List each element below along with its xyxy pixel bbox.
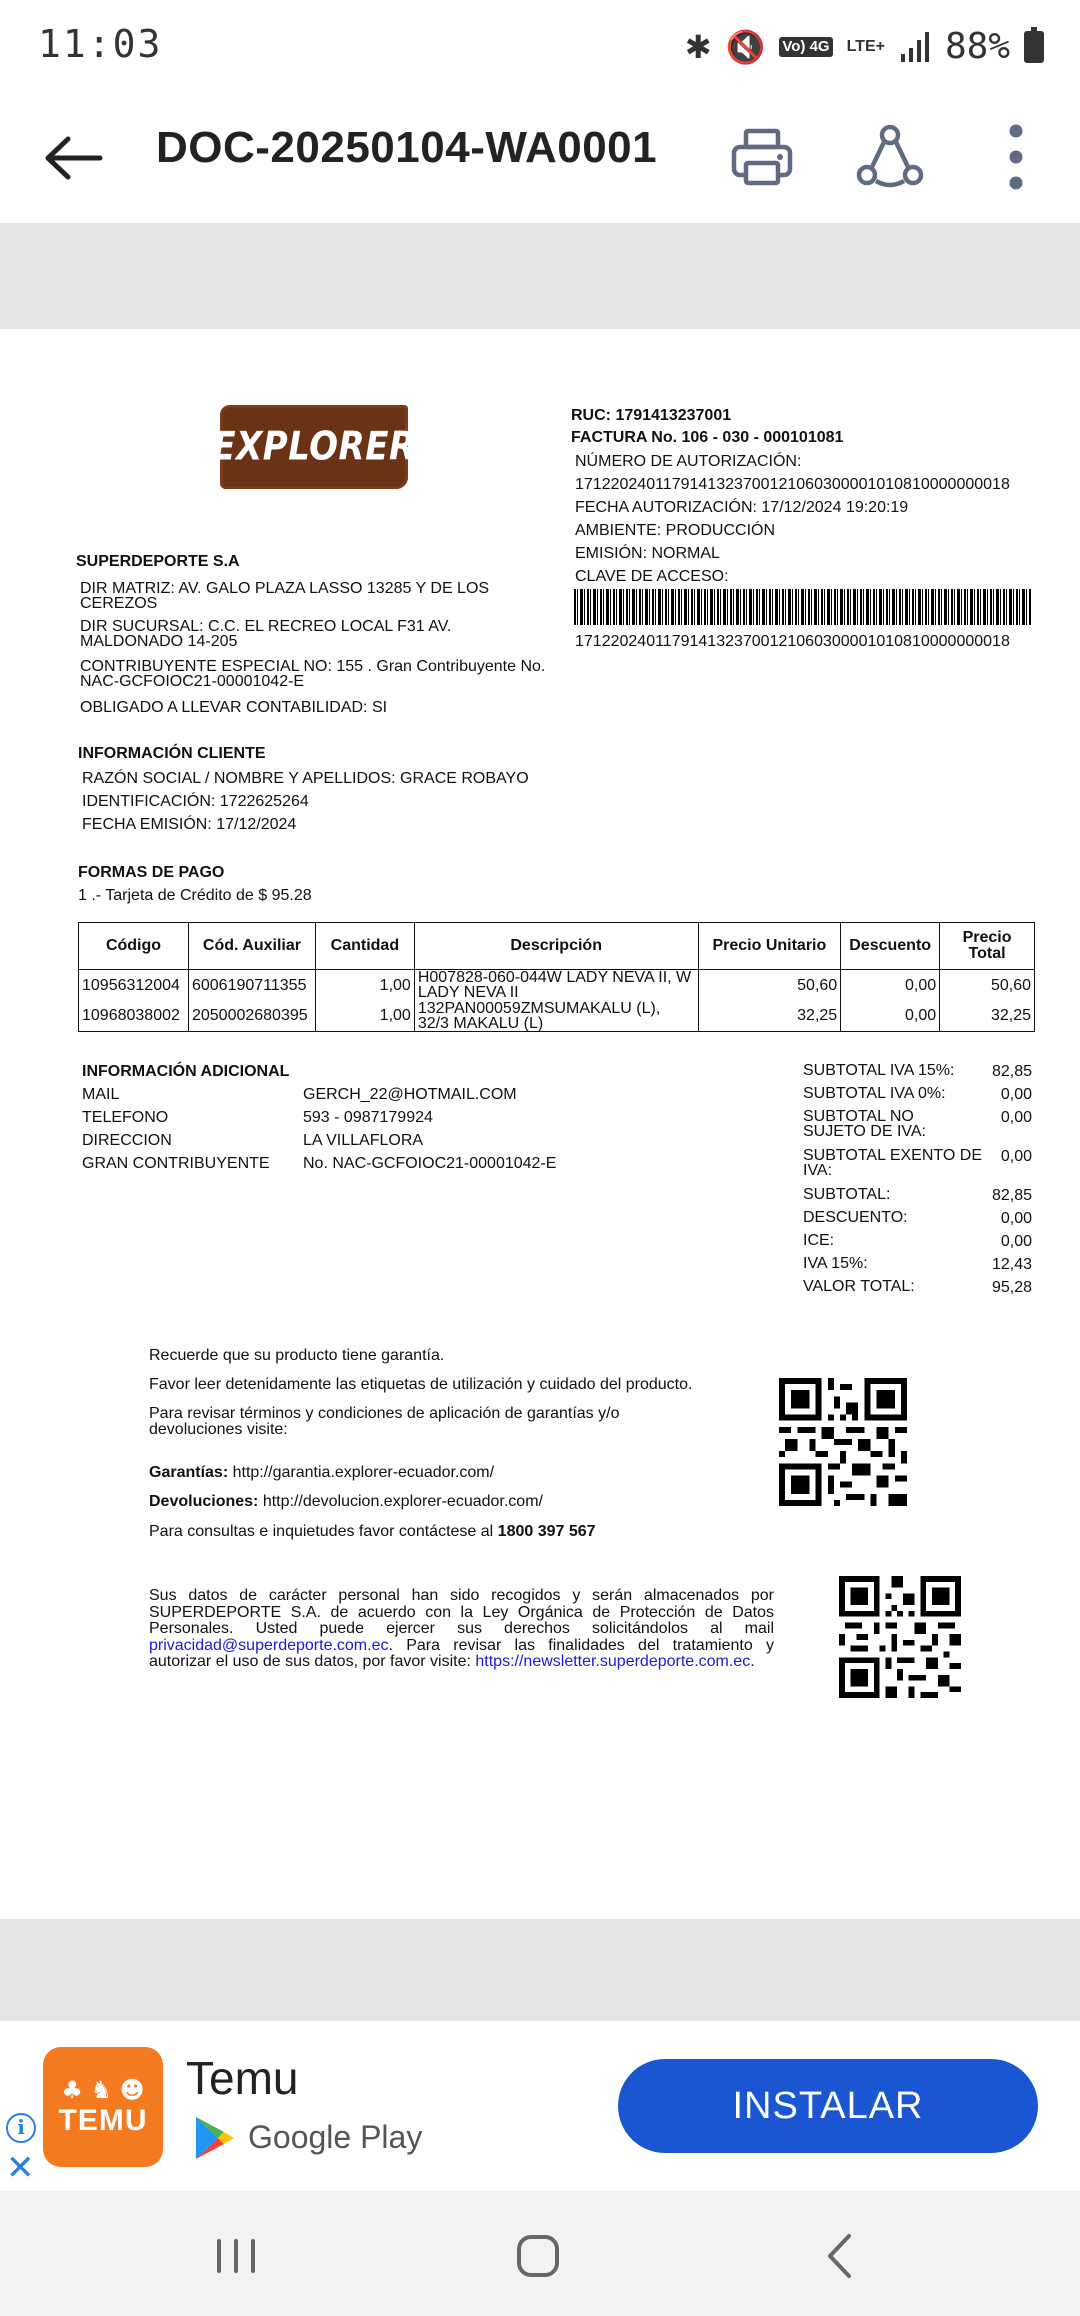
cell-descuento: 0,00 — [841, 970, 940, 1001]
cell-cod-auxiliar: 2050002680395 — [188, 1001, 315, 1032]
adicional-title: INFORMACIÓN ADICIONAL — [82, 1063, 290, 1080]
ruc: RUC: 1791413237001 — [571, 407, 732, 424]
temu-icon-text: TEMU — [58, 2104, 148, 2137]
privacy-url-link[interactable]: https://newsletter.superdeporte.com.ec — [475, 1653, 751, 1670]
col-cantidad: Cantidad — [315, 923, 414, 970]
google-play-icon — [192, 2115, 236, 2161]
devoluciones-url: http://devolucion.explorer-ecuador.com/ — [262, 1493, 543, 1510]
total-value: 0,00 — [1000, 1148, 1032, 1165]
garantias-label: Garantías: — [149, 1464, 229, 1481]
note-consultas-line — [149, 1523, 596, 1540]
cell-codigo: 10956312004 — [79, 970, 189, 1001]
cell-cantidad: 1,00 — [315, 970, 414, 1001]
navigation-bar — [0, 2191, 1080, 2316]
viewer-background-top — [0, 223, 1080, 329]
privacy-email-link[interactable]: privacidad@superdeporte.com.ec — [149, 1636, 389, 1654]
adicional-value-telefono: 593 - 0987179924 — [303, 1109, 433, 1126]
col-descripcion: Descripción — [414, 923, 698, 970]
consultas-text: Para consultas e inquietudes favor contáctese al — [149, 1523, 494, 1540]
devoluciones-label: Devoluciones: — [149, 1493, 259, 1510]
total-value: 82,85 — [991, 1063, 1032, 1080]
temu-app-icon[interactable] — [43, 2047, 163, 2167]
note-revisar: Para revisar términos y condiciones de aplicación de garantías y/o devoluciones visite: — [149, 1405, 620, 1438]
adicional-value-gran-contribuyente: No. NAC-GCFOIOC21-00001042-E — [303, 1155, 557, 1172]
total-value: 0,00 — [1000, 1086, 1032, 1103]
items-table — [78, 922, 1035, 1032]
garantias-url: http://garantia.explorer-ecuador.com/ — [232, 1464, 495, 1481]
privacy-text-1: Sus datos de carácter personal han sido recogidos y serán almacenados por SUPERDEPORTE S.A. de acuerdo con la Ley Orgánica de Protección de Datos Personales. Usted puede ejercer sus derechos solicitándolos al mail — [149, 1587, 774, 1637]
qr-code-warranty — [779, 1378, 907, 1506]
total-label: IVA 15%: — [803, 1255, 868, 1272]
formas-pago-title: FORMAS DE PAGO — [78, 864, 225, 881]
print-button[interactable] — [722, 117, 802, 197]
ad-close-icon[interactable]: ✕ — [6, 2148, 35, 2188]
cell-precio-unitario: 32,25 — [698, 1001, 841, 1032]
adicional-label-mail: MAIL — [82, 1086, 120, 1103]
table-header-row — [79, 923, 1035, 970]
more-vertical-icon — [976, 117, 1056, 197]
total-label: DESCUENTO: — [803, 1209, 908, 1226]
cell-cod-auxiliar: 6006190711355 — [188, 970, 315, 1001]
col-codigo: Código — [79, 923, 189, 970]
note-devoluciones-line — [149, 1493, 543, 1510]
privacy-end: . — [750, 1653, 755, 1670]
mute-icon: 🔇 — [725, 27, 766, 66]
razon-social: RAZÓN SOCIAL / NOMBRE Y APELLIDOS: GRACE ROBAYO — [82, 770, 529, 787]
total-value-valor-total: 95,28 — [991, 1279, 1032, 1296]
num-autorizacion-label: NÚMERO DE AUTORIZACIÓN: — [575, 453, 802, 470]
explorer-logo: EXPLORER — [220, 405, 408, 489]
cell-descuento: 0,00 — [841, 1001, 940, 1032]
clave-acceso: 1712202401179141323700121060300001010810000000018 — [575, 633, 1010, 650]
col-precio-unitario: Precio Unitario — [698, 923, 841, 970]
status-time: 11:03 — [38, 22, 163, 66]
printer-icon — [722, 117, 802, 197]
adicional-value-mail: GERCH_22@HOTMAIL.COM — [303, 1086, 517, 1103]
chevron-left-icon — [806, 2221, 876, 2291]
battery-percent: 88% — [944, 26, 1010, 67]
arrow-left-icon — [40, 125, 106, 191]
home-button[interactable] — [503, 2221, 573, 2291]
ad-app-name[interactable]: Temu — [186, 2052, 299, 2104]
note-garantia: Recuerde que su producto tiene garantía. — [149, 1347, 445, 1364]
cell-cantidad: 1,00 — [315, 1001, 414, 1032]
total-value: 0,00 — [1000, 1233, 1032, 1250]
nav-back-button[interactable] — [806, 2221, 876, 2291]
barcode — [574, 589, 1032, 625]
adicional-label-direccion: DIRECCION — [82, 1132, 172, 1149]
total-value: 12,43 — [991, 1256, 1032, 1273]
recent-apps-icon — [201, 2221, 271, 2291]
cell-precio-total: 50,60 — [940, 970, 1035, 1001]
factura-number: FACTURA No. 106 - 030 - 000101081 — [571, 429, 844, 446]
note-garantias-line — [149, 1464, 494, 1481]
num-autorizacion: 1712202401179141323700121060300001010810000000018 — [575, 476, 1010, 493]
adicional-label-gran-contribuyente: GRAN CONTRIBUYENTE — [82, 1155, 270, 1172]
total-value: 0,00 — [1000, 1109, 1032, 1126]
cell-codigo: 10968038002 — [79, 1001, 189, 1032]
signal-icon — [899, 32, 931, 62]
col-precio-total: Precio Total — [940, 923, 1035, 970]
temu-logo-icon: ♣ ♞ ☻ — [61, 2076, 145, 2104]
viewer-background-bottom — [0, 1919, 1080, 2021]
consultas-phone: 1800 397 567 — [497, 1523, 596, 1540]
install-button[interactable]: INSTALAR — [618, 2059, 1038, 2153]
fecha-emision: FECHA EMISIÓN: 17/12/2024 — [82, 816, 297, 833]
total-value: 0,00 — [1000, 1210, 1032, 1227]
app-bar — [0, 95, 1080, 223]
table-row — [79, 970, 1035, 1001]
more-options-button[interactable] — [976, 117, 1056, 197]
status-bar — [0, 0, 1080, 95]
cell-descripcion: 132PAN00059ZMSUMAKALU (L), 32/3 MAKALU (L) — [414, 1001, 698, 1032]
qr-code-privacy — [839, 1576, 961, 1698]
total-value: 82,85 — [991, 1187, 1032, 1204]
cell-precio-unitario: 50,60 — [698, 970, 841, 1001]
dir-matriz: DIR MATRIZ: AV. GALO PLAZA LASSO 13285 Y DE LOS CEREZOS — [80, 580, 490, 612]
ad-store-name: Google Play — [248, 2119, 423, 2155]
col-descuento: Descuento — [841, 923, 940, 970]
share-icon — [850, 117, 930, 197]
bluetooth-icon: ✱ — [684, 27, 712, 66]
ad-banner[interactable] — [0, 2021, 1080, 2191]
clave-acceso-label: CLAVE DE ACCESO: — [575, 568, 729, 585]
company-name: SUPERDEPORTE S.A — [76, 553, 240, 570]
obligado-contabilidad: OBLIGADO A LLEVAR CONTABILIDAD: SI — [80, 699, 388, 716]
home-icon — [503, 2221, 573, 2291]
recent-apps-button[interactable] — [201, 2221, 271, 2291]
dir-sucursal: DIR SUCURSAL: C.C. EL RECREO LOCAL F31 AV. MALDONADO 14-205 — [80, 618, 452, 650]
ambiente: AMBIENTE: PRODUCCIÓN — [575, 522, 776, 539]
total-label: SUBTOTAL: — [803, 1186, 891, 1203]
note-etiquetas: Favor leer detenidamente las etiquetas de utilización y cuidado del producto. — [149, 1376, 693, 1393]
privacy-notice — [149, 1588, 774, 1671]
fecha-autorizacion: FECHA AUTORIZACIÓN: 17/12/2024 19:20:19 — [575, 499, 909, 516]
total-label: SUBTOTAL IVA 15%: — [803, 1062, 955, 1079]
adicional-label-telefono: TELEFONO — [82, 1109, 169, 1126]
share-button[interactable] — [850, 117, 930, 197]
ad-info-icon[interactable]: i — [6, 2113, 36, 2143]
total-label: SUBTOTAL EXENTO DE IVA: — [803, 1147, 983, 1179]
total-label: ICE: — [803, 1232, 835, 1249]
adicional-value-direccion: LA VILLAFLORA — [303, 1132, 424, 1149]
table-row — [79, 1001, 1035, 1032]
cell-descripcion: H007828-060-044W LADY NEVA II, W LADY NEVA II — [414, 970, 698, 1001]
total-label: SUBTOTAL IVA 0%: — [803, 1085, 946, 1102]
forma-pago-item: 1 .- Tarjeta de Crédito de $ 95.28 — [78, 887, 312, 904]
total-label: SUBTOTAL NO SUJETO DE IVA: — [803, 1108, 926, 1140]
emision: EMISIÓN: NORMAL — [575, 545, 720, 562]
back-button[interactable] — [40, 125, 106, 191]
lte-indicator: LTE+ — [846, 38, 885, 55]
total-label-valor-total: VALOR TOTAL: — [803, 1278, 915, 1295]
col-cod-auxiliar: Cód. Auxiliar — [188, 923, 315, 970]
volte-badge: Vo) 4G — [779, 37, 832, 57]
privacy-text-2: . Para revisar las finalidades del tratamiento y autorizar el uso de sus datos, por favor visite: — [149, 1636, 774, 1670]
cliente-title: INFORMACIÓN CLIENTE — [78, 745, 266, 762]
identificacion: IDENTIFICACIÓN: 1722625264 — [82, 793, 309, 810]
cell-precio-total: 32,25 — [940, 1001, 1035, 1032]
document-page[interactable] — [0, 329, 1080, 1919]
battery-icon — [1024, 31, 1044, 63]
contribuyente-especial: CONTRIBUYENTE ESPECIAL NO: 155 . Gran Contribuyente No. NAC-GCFOIOC21-00001042-E — [80, 658, 546, 690]
document-title: DOC-20250104-WA0001 — [156, 123, 658, 172]
